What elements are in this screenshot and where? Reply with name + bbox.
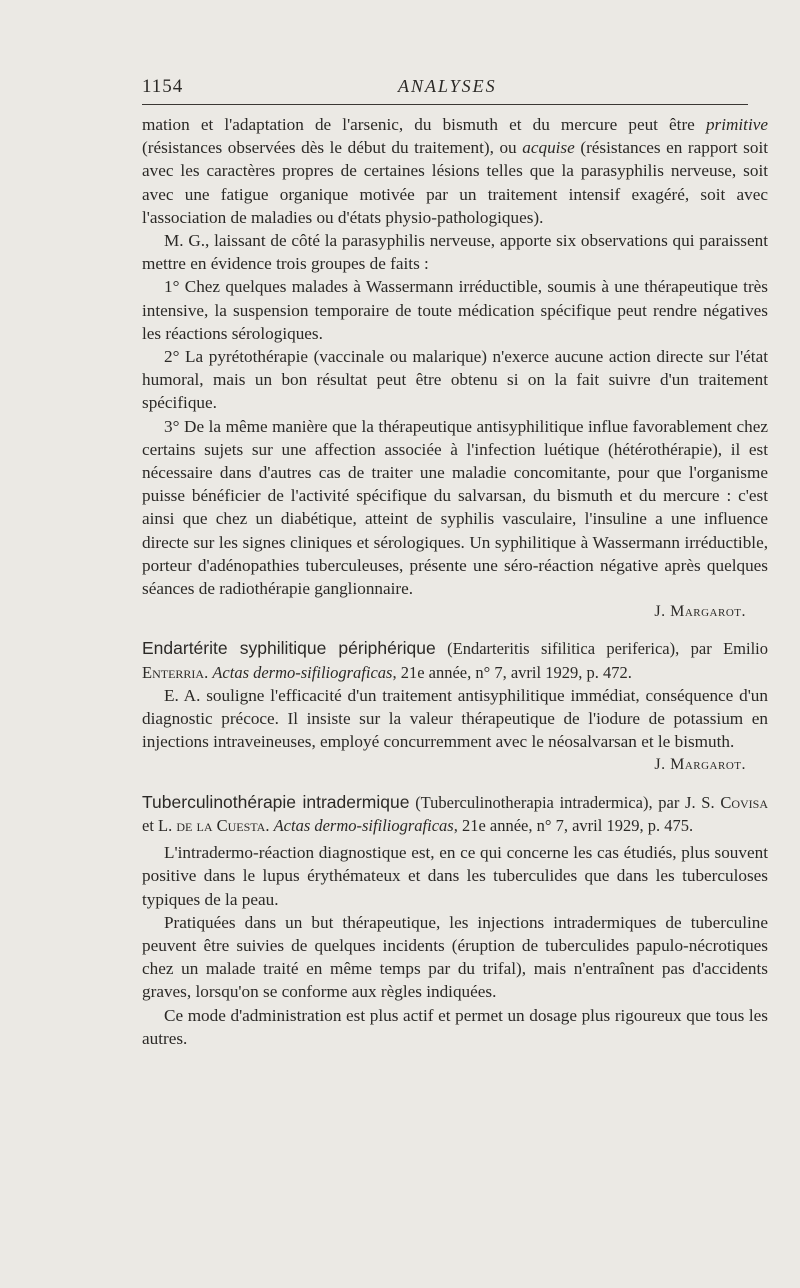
emphasis-primitive: primitive <box>705 115 768 134</box>
running-title: ANALYSES <box>398 76 497 96</box>
article3-heading: Tuberculinothérapie intradermique (Tuberculinotherapia intradermica), par J. S. Covisa et L. de la Cuesta. Actas dermo-sifiliograficas, 21e année, n° 7, avril 1929, p. 475. <box>142 791 768 835</box>
article3-paragraph-1: L'intradermo-réaction diagnostique est, en ce qui concerne les cas étudiés, plus souvent positive dans le lupus érythémateux et dans les tuberculides que dans les tuberculoses typiques de la peau. <box>142 843 768 909</box>
article3-title: Tuberculinothérapie intradermique <box>142 791 410 812</box>
article2-journal: Actas dermo-sifiliograficas <box>212 662 393 682</box>
article1-paragraph-1: mation et l'adaptation de l'arsenic, du bismuth et du mercure peut être primitive (résistances observées dès le début du traitement), ou acquise (résistances en rapport soit avec les caractères propres de certaines lésions telles que la parasyphilis nerveuse, soit avec une fatigue organique motivée par un traitement intensif exagéré, soit avec l'association de maladies ou d'états physio-pathologiques). <box>142 115 768 227</box>
article1-signature: J. Margarot. <box>654 603 746 621</box>
page-header <box>142 76 748 102</box>
article2-paragraph-1: E. A. souligne l'efficacité d'un traitement antisyphilitique immédiat, conséquence d'un diagnostic précoce. Il insiste sur la valeur thérapeutique de l'iodure de potassium en injections intraveineuses, employé concurremment avec le néosalvarsan et le bismuth. <box>142 685 768 752</box>
article3-author-2: de la Cuesta <box>176 815 266 835</box>
header-rule <box>142 104 748 105</box>
article2-author: Enterria <box>142 662 205 682</box>
article1-paragraph-3: 1° Chez quelques malades à Wassermann irréductible, soumis à une thérapeutique très intensive, la suspension temporaire de toute médication spécifique peut rendre négatives les réactions sérologiques. <box>142 277 768 343</box>
article2-heading: Endartérite syphilitique périphérique (Endarteritis sifilitica periferica), par Emilio Enterria. Actas dermo-sifiliograficas, 21e année, n° 7, avril 1929, p. 472. <box>142 638 769 682</box>
article1-paragraph-2: M. G., laissant de côté la parasyphilis nerveuse, apporte six observations qui paraissent mettre en évidence trois groupes de faits : <box>142 231 768 274</box>
page-body <box>142 113 768 1050</box>
article3-paragraph-3: Ce mode d'administration est plus actif et permet un dosage plus rigoureux que tous les autres. <box>142 1005 768 1048</box>
article1-paragraph-4: 2° La pyrétothérapie (vaccinale ou malarique) n'exerce aucune action directe sur l'état humoral, mais un bon résultat peut être obtenu si on la fait suivre d'un traitement spécifique. <box>142 347 768 413</box>
emphasis-acquise: acquise <box>522 138 575 158</box>
page-number: 1154 <box>142 76 184 97</box>
article2-title: Endartérite syphilitique périphérique <box>142 638 436 659</box>
article3-author-1: Covisa <box>720 792 768 812</box>
article3-journal: Actas dermo-sifiliograficas <box>273 815 454 835</box>
article3-paragraph-2: Pratiquées dans un but thérapeutique, les injections intradermiques de tuberculine peuvent être suivies de quelques incidents (éruption de tuberculides papulo-nécrotiques chez un malade traité en même temps par du trifal), mais n'entraînent pas d'accidents graves, lorsqu'on se conforme aux règles indiquées. <box>142 912 768 1002</box>
section-gap <box>142 623 768 637</box>
article2-signature: J. Margarot. <box>654 756 746 774</box>
article1-paragraph-5: 3° De la même manière que la thérapeutique antisyphilitique influe favorablement chez certains sujets sur une affection associée à l'infection luétique (hétérothérapie), il est nécessaire dans d'autres cas de traiter une maladie concomitante, pour que l'organisme puisse bénéficier de l'activité spécifique du salvarsan, du bismuth et du mercure : c'est ainsi que chez un diabétique, atteint de syphilis vasculaire, l'insuline a une influence directe sur les signes cliniques et sérologiques. Un syphilitique à Wassermann irréductible, porteur d'adénopathies tuberculeuses, présente une séro-réaction négative après quelques séances de radiothérapie ganglionnaire. <box>142 416 768 599</box>
section-gap <box>142 777 768 791</box>
